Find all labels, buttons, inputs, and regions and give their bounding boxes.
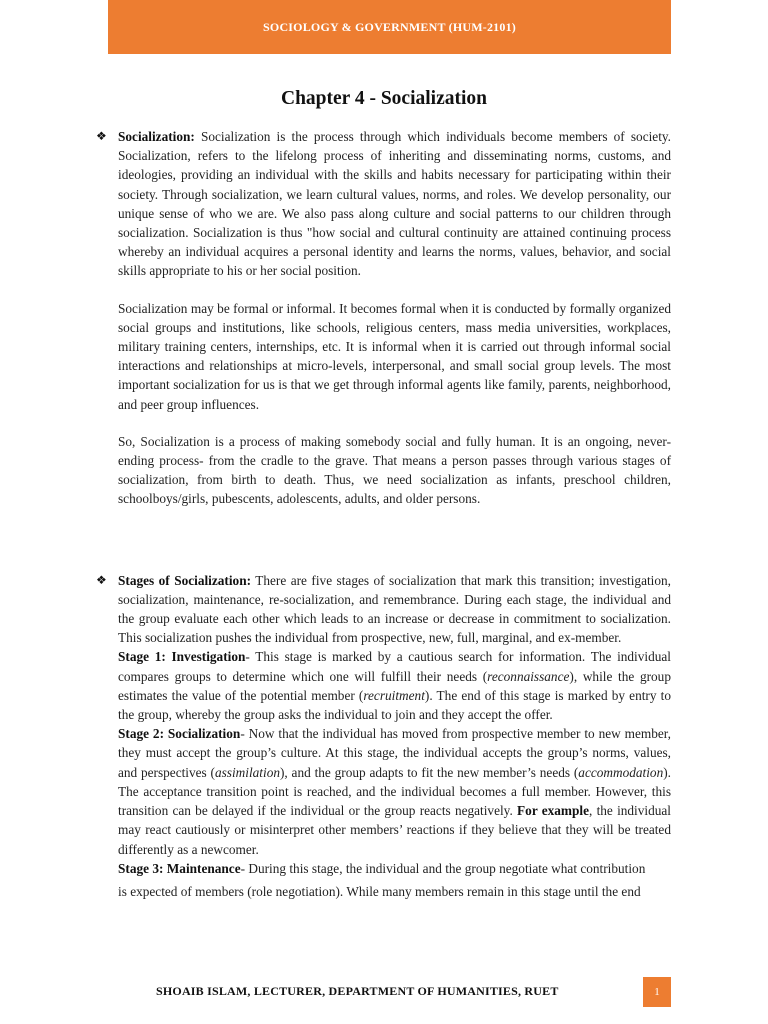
stage-3-paragraph <box>118 859 671 878</box>
stage-2-text: - Now that the individual has moved from prospective member to new member, they must accept the group’s culture. At this stage, the individual accepts the group’s norms, values, and perspectives ( <box>118 726 672 780</box>
diamond-bullet-icon: ❖ <box>96 129 107 143</box>
stage-3-label: Stage 3: Maintenance <box>118 860 241 876</box>
stage-1-text: ), while the group estimates the value of the potential member ( <box>118 668 671 703</box>
recruitment-term: recruitment <box>363 687 425 703</box>
course-title: SOCIOLOGY & GOVERNMENT (HUM-2101) <box>263 19 516 34</box>
diamond-bullet-icon: ❖ <box>96 572 107 587</box>
header-bar <box>108 0 671 54</box>
socialization-definition: Socialization is the process through which individuals become members of society. Socialization, refers to the lifelong process of inheriting and disseminating norms, customs, and ideologies, providing an individual with the skills and habits necessary for participating within their society. Through socialization, we learn cultural values, norms, and roles. We develop personality, our unique sense of who we are. We also pass along culture and social patterns to our children through socialization. Socialization is thus "how social and cultural continuity are attained continuing process whereby an individual acquires a personal identity and learns the norms, values, behavior, and social skills appropriate to his or her social position. <box>118 129 671 279</box>
stage-1-paragraph <box>118 647 671 724</box>
page-number: 1 <box>654 986 660 998</box>
socialization-term: Socialization: <box>118 129 195 144</box>
reconnaissance-term: reconnaissance <box>487 668 570 684</box>
summary-paragraph: So, Socialization is a process of making somebody social and fully human. It is an ongoing, never-ending process- from the cradle to the grave. That means a person passes through various stages of socialization, from birth to death. Thus, we need socialization as infants, preschool children, schoolboys/girls, pubescents, adolescents, adults, and older persons. <box>118 433 671 507</box>
stage-1-text: - This stage is marked by a cautious search for information. The individual compares groups to determine which one will fulfill their needs ( <box>118 649 671 684</box>
accommodation-term: accommodation <box>578 764 664 780</box>
stages-intro: There are five stages of socialization that mark this transition; investigation, socialization, maintenance, re-socialization, and remembrance. During each stage, the individual and the group evaluate each other which leads to an increase or decrease in commitment to socialization. This socialization pushes the individual from prospective, new, full, marginal, and ex-member. <box>118 572 671 646</box>
stage-2-text: ), and the group adapts to fit the new member’s needs ( <box>280 764 579 780</box>
stage-2-text: ). The acceptance transition point is reached, and the individual becomes a full member. However, this transition can be delayed if the individual or the group reacts negatively. <box>118 764 671 819</box>
stages-term: Stages of Socialization: <box>118 572 252 588</box>
document-body <box>96 127 672 901</box>
example-label: For example <box>517 803 589 819</box>
page-number-box <box>643 977 671 1007</box>
stage-2-text: , the individual may react cautiously or misinterpret other members’ reactions if they believe that they will be treated differently as a newcomer. <box>118 803 671 857</box>
formal-informal-paragraph: Socialization may be formal or informal. It becomes formal when it is conducted by formally organized social groups and institutions, like schools, religious centers, mass media universities, workplaces, military training centers, internships, etc. It is informal when it is carried out through informal social interactions and relationships at micro-levels, interpersonal, and small social group levels. The most important socialization for us is that we get through informal agents like family, parents, neighborhood, and peer group influences. <box>118 300 671 412</box>
stage-3-continuation: is expected of members (role negotiation). While many members remain in this stage until the end <box>118 883 641 899</box>
chapter-title: Chapter 4 - Socialization <box>280 88 487 109</box>
footer-author: SHOAIB ISLAM, LECTURER, DEPARTMENT OF HUMANITIES, RUET <box>156 984 559 998</box>
stages-paragraph <box>96 571 671 648</box>
stage-1-label: Stage 1: Investigation <box>118 649 246 665</box>
stage-2-label: Stage 2: Socialization <box>118 726 241 742</box>
stage-1-text: ). The end of this stage is marked by entry to the group, whereby the group asks the individual to join and they accept the offer. <box>118 687 671 723</box>
assimilation-term: assimilation <box>214 764 280 780</box>
stage-3-text: - During this stage, the individual and the group negotiate what contribution <box>240 860 646 876</box>
socialization-paragraph <box>96 127 671 281</box>
stage-2-paragraph <box>118 724 671 858</box>
